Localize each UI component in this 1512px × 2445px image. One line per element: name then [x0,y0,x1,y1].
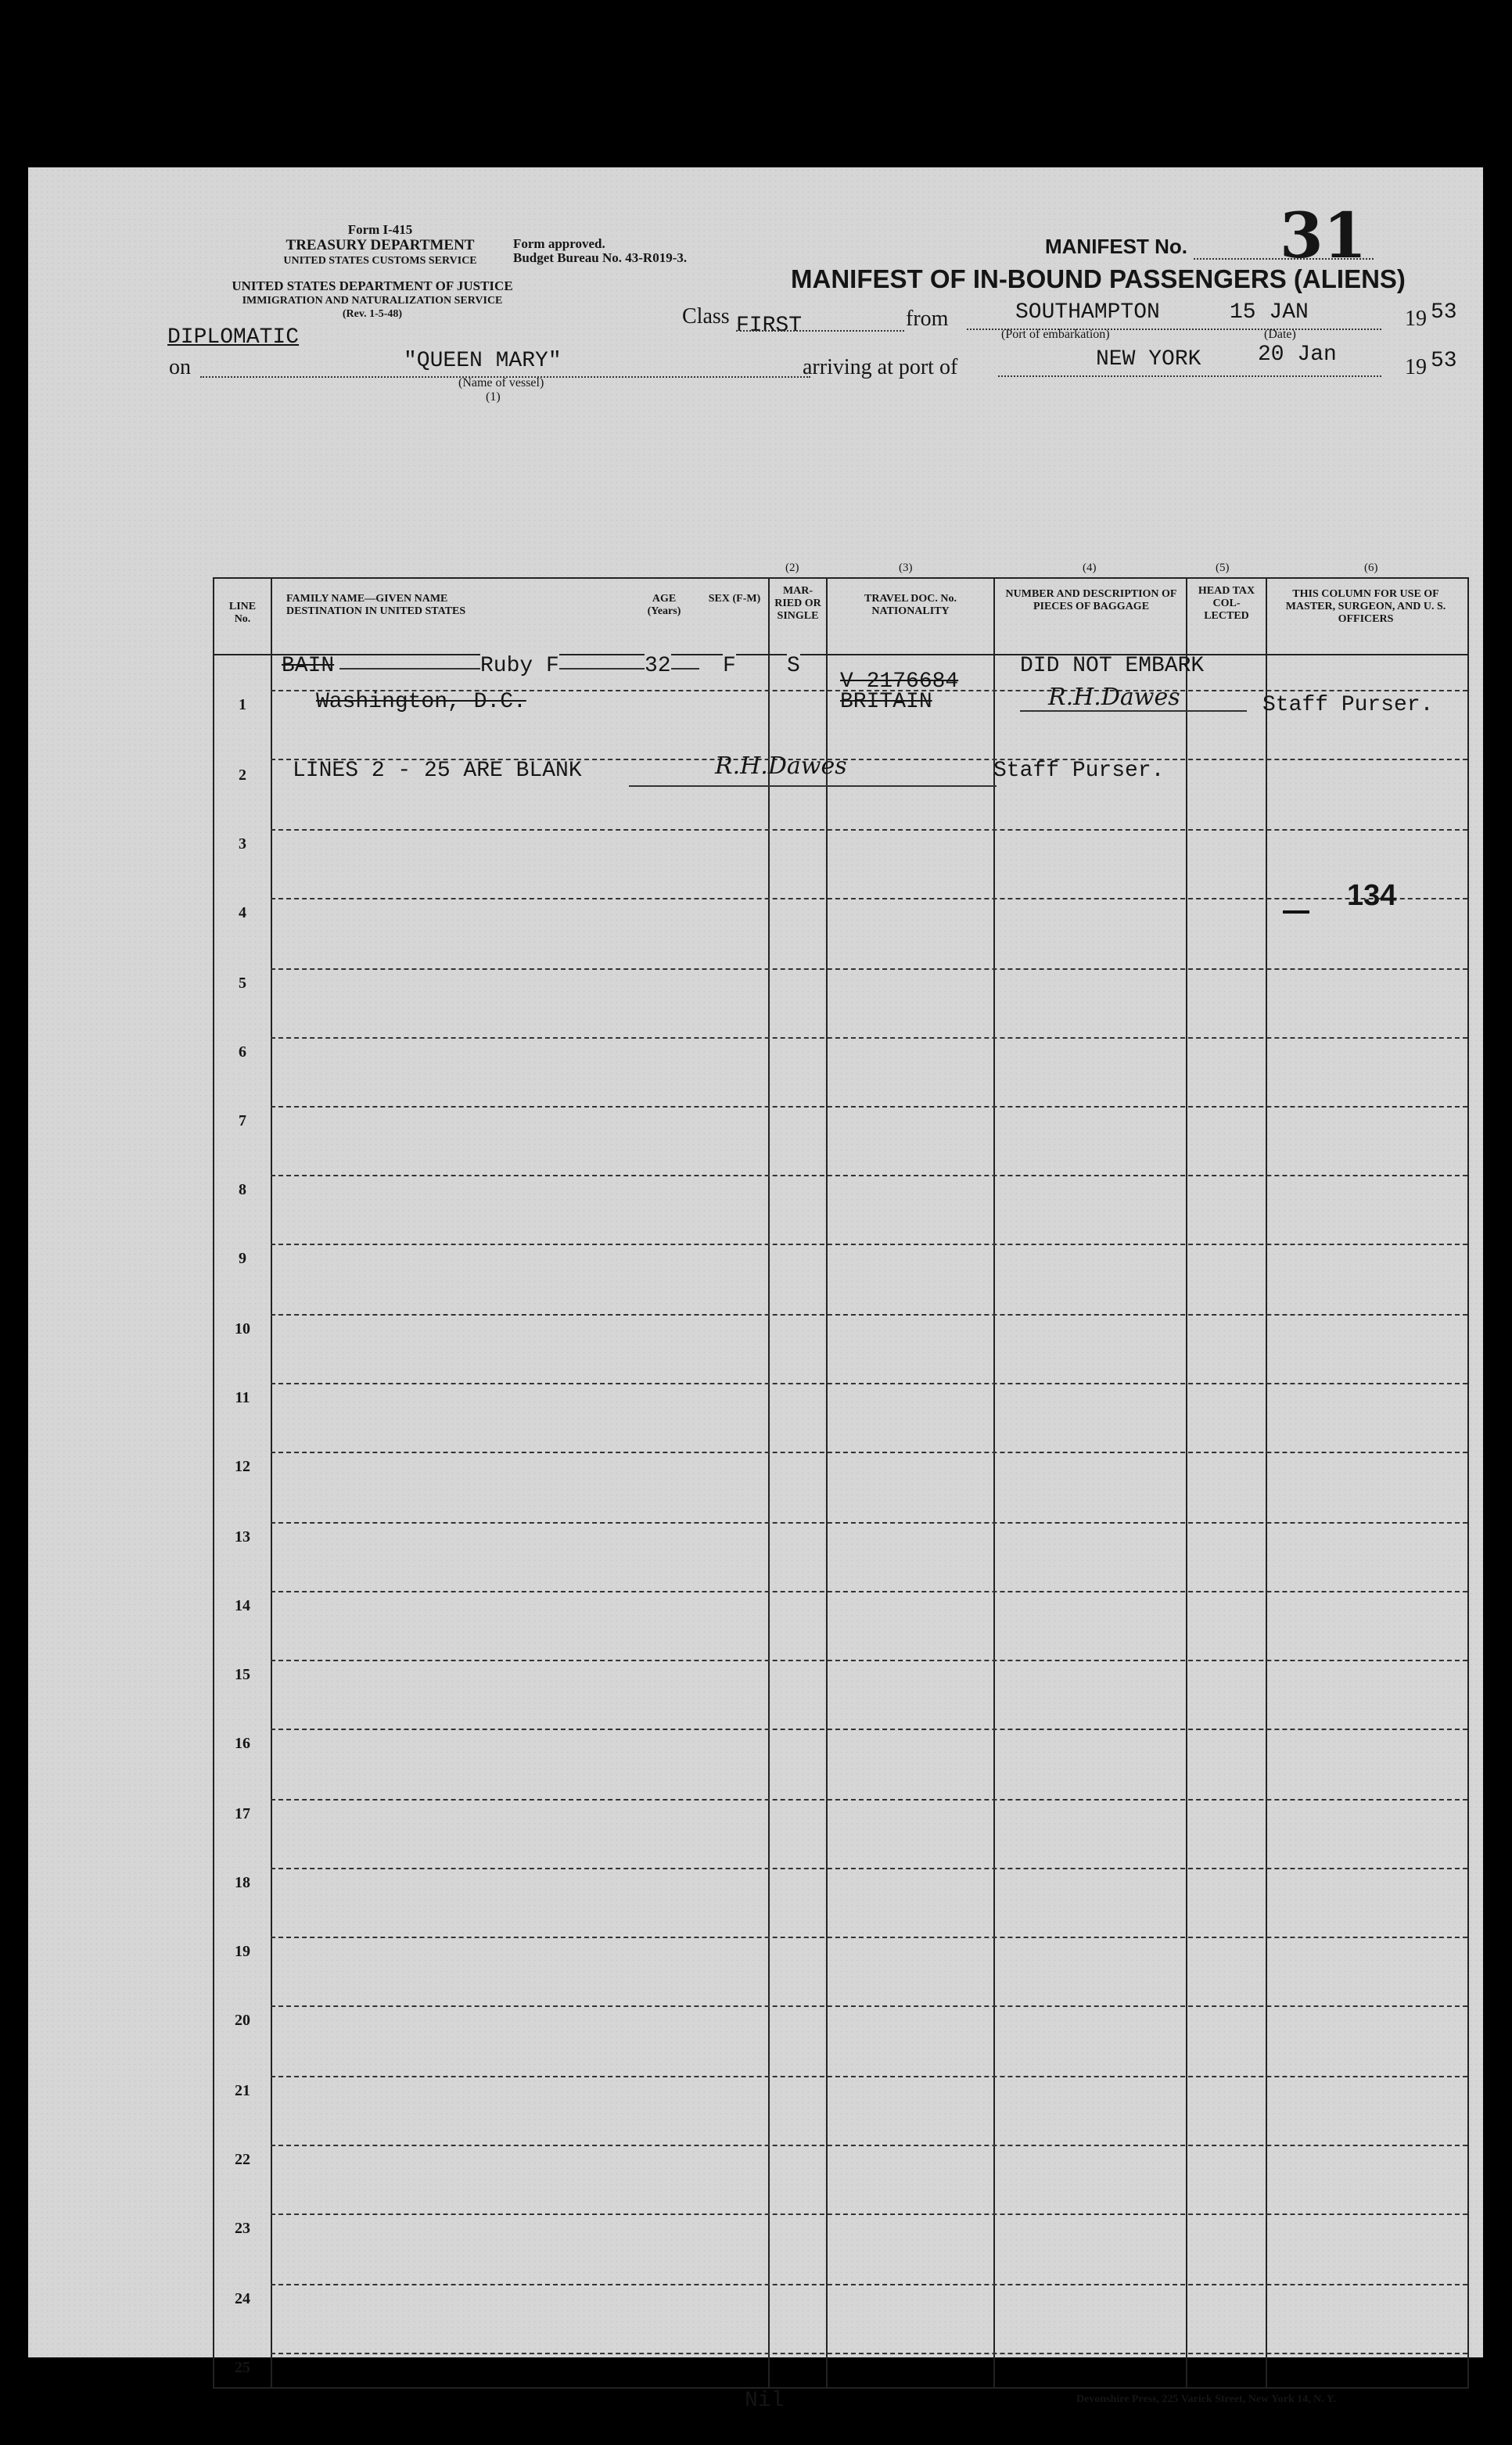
header-separator [214,654,1467,655]
form-approved: Form approved. [513,236,605,251]
entry-married: S [787,654,800,678]
line-number: 1 [239,696,246,713]
passenger-table [213,562,1469,2389]
class-value: FIRST [736,314,803,338]
entry-nationality: BRITAIN [840,690,932,714]
row-rule [271,1660,1467,1661]
line-number: 25 [235,2359,250,2376]
row-rule [271,1452,1467,1453]
line-number: 18 [235,1874,250,1891]
header-baggage: NUMBER AND DESCRIPTION OF PIECES OF BAGGAGE [1005,588,1177,612]
column-divider [271,579,272,2387]
from-label: from [906,307,949,331]
vessel-name: "QUEEN MARY" [404,349,562,373]
treasury-department: TREASURY DEPARTMENT [286,237,475,253]
embarkation-date: 15 JAN [1230,300,1309,325]
arriving-label: arriving at port of [803,355,958,379]
entry-travel-doc: V 2176684 [840,670,959,694]
column-divider [1266,579,1267,2387]
entry-destination: Washington, D.C. [316,690,526,714]
line-number: 17 [235,1805,250,1822]
row-rule [271,1591,1467,1592]
row-rule [271,1868,1467,1869]
signature-rule [1020,710,1247,712]
row-rule [271,2353,1467,2354]
row-rule [271,2145,1467,2146]
arrival-rule [998,375,1381,377]
row-rule [271,2076,1467,2077]
column-number: (2) [785,562,799,574]
line-number: 11 [235,1389,250,1406]
column-divider [993,579,995,2387]
manifest-sheet [28,167,1483,2413]
row-rule [271,898,1467,899]
year-prefix-arrival: 19 [1405,355,1427,379]
line-number: 16 [235,1735,250,1752]
row-rule [271,1106,1467,1108]
row-rule [271,1314,1467,1316]
column-divider [1186,579,1187,2387]
arrival-port: NEW YORK [1096,347,1201,372]
row-rule [271,1175,1467,1176]
line-number: 12 [235,1458,250,1475]
line-number: 10 [235,1320,250,1337]
customs-service: UNITED STATES CUSTOMS SERVICE [283,255,477,267]
ins-service: IMMIGRATION AND NATURALIZATION SERVICE [242,295,503,307]
class-label: Class [682,304,730,329]
revision: (Rev. 1-5-48) [342,308,403,320]
printer-credit: Devonshire Press, 225 Varick Street, New York 14, N. Y. [1076,2393,1337,2405]
date-caption: (Date) [1264,328,1296,341]
header-age: AGE (Years) [647,593,681,617]
line-number: 5 [239,975,246,992]
manifest-number: 31 [1280,199,1367,272]
year-prefix-from: 19 [1405,307,1427,331]
row-rule [271,2213,1467,2215]
line-number: 13 [235,1528,250,1546]
vessel-caption: (Name of vessel) [458,376,544,390]
header-travel-doc: TRAVEL DOC. No. NATIONALITY [864,593,957,617]
column-divider [826,579,828,2387]
row-rule [271,2284,1467,2285]
row-rule [271,1729,1467,1730]
row-rule [271,1244,1467,1245]
line-number: 20 [235,2012,250,2029]
embarkation-year: 53 [1431,300,1457,325]
blank-note-signature: R.H.Dawes [715,752,847,780]
entry-given-name: Ruby F [480,654,559,678]
staff-purser-title: Staff Purser. [1262,693,1434,717]
annotation-dash [1283,910,1309,914]
port-caption: (Port of embarkation) [1001,328,1110,341]
blank-note-rule [629,785,997,787]
entry-age: 32 [645,654,671,678]
column-number: (6) [1364,562,1378,574]
header-line-no: LINE No. [228,601,257,625]
line-number: 24 [235,2290,250,2307]
line-number: 9 [239,1250,246,1267]
header-sex: SEX (F-M) [708,593,761,605]
column-divider [768,579,770,2387]
header-name: FAMILY NAME—GIVEN NAME DESTINATION IN UNITED STATES [286,593,466,617]
line-number: 4 [239,904,246,921]
column-number: (4) [1083,562,1097,574]
diplomatic-stamp: DIPLOMATIC [167,325,300,350]
column-number: (3) [899,562,913,574]
class-rule [736,330,904,332]
line-number: 8 [239,1181,246,1198]
line-number: 7 [239,1112,246,1129]
on-label: on [169,355,191,379]
entry-surname: BAIN [282,654,335,678]
row-rule [271,829,1467,831]
blank-lines-note: LINES 2 - 25 ARE BLANK [293,759,582,783]
embarkation-port: SOUTHAMPTON [1015,300,1160,325]
arrival-year: 53 [1431,349,1457,373]
purser-signature: R.H.Dawes [1048,684,1180,711]
manifest-title: MANIFEST OF IN-BOUND PASSENGERS (ALIENS) [791,264,1406,293]
header-married: MAR-RIED OR SINGLE [774,585,821,622]
entry-sex: F [723,654,736,678]
row-rule [271,968,1467,970]
nil-stamp: Nil [745,2389,785,2413]
header-officers: THIS COLUMN FOR USE OF MASTER, SURGEON, AND U. S. OFFICERS [1285,588,1446,625]
line-number: 14 [235,1597,250,1614]
department-of-justice: UNITED STATES DEPARTMENT OF JUSTICE [232,278,513,293]
column-number: (5) [1216,562,1230,574]
line-number: 19 [235,1943,250,1960]
line-number: 2 [239,767,246,784]
blank-note-purser: Staff Purser. [993,759,1165,783]
manifest-label: MANIFEST No. [1045,235,1187,258]
arrival-date: 20 Jan [1258,343,1337,367]
line-number: 3 [239,835,246,853]
budget-bureau: Budget Bureau No. 43-R019-3. [513,250,688,265]
header-head-tax: HEAD TAX COL-LECTED [1198,585,1255,622]
row-rule [271,1522,1467,1524]
row-rule [271,1799,1467,1801]
row-rule [271,1383,1467,1384]
officer-annotation: 134 [1347,879,1397,912]
did-not-embark-note: DID NOT EMBARK [1020,654,1205,678]
form-number: Form I-415 [347,222,413,237]
vessel-column-number: (1) [486,390,501,404]
line-number: 22 [235,2151,250,2168]
row-rule [271,2005,1467,2007]
line-number: 6 [239,1043,246,1061]
line-number: 15 [235,1666,250,1683]
line-number: 21 [235,2082,250,2099]
row-rule [271,1937,1467,1938]
row-rule [271,1037,1467,1039]
line-number: 23 [235,2220,250,2237]
